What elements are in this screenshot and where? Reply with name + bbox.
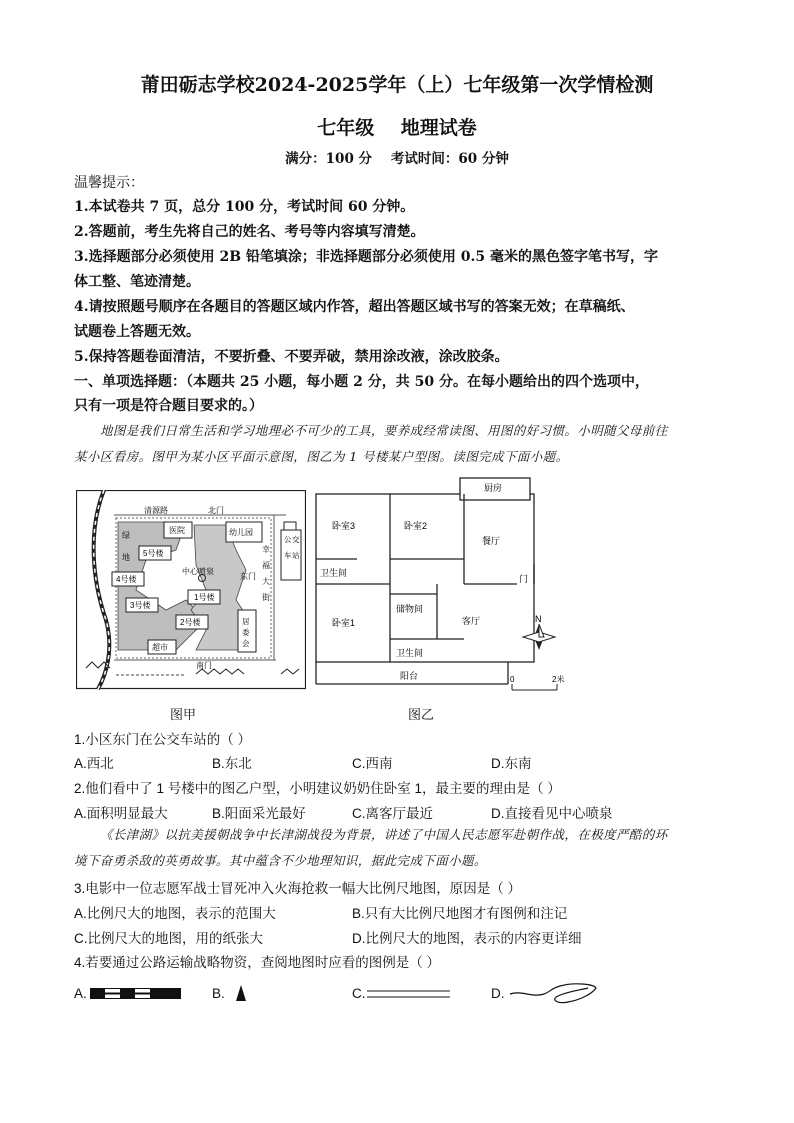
q4-option-a: A.	[74, 986, 87, 1001]
q2-stem: 2.他们看中了 1 号楼中的图乙户型，小明建议奶奶住卧室 1，最主要的理由是（ ）	[74, 781, 561, 796]
tip-3: 3.选择题部分必须使用 2B 铅笔填涂；非选择题部分必须使用 0.5 毫米的黑色签字笔书写，字	[74, 249, 659, 265]
map-b-balcony: 阳台	[400, 671, 419, 681]
passage1-line1: 地图是我们日常生活和学习地理必不可少的工具，要养成经常读图、用图的好习惯。小明随父母前往	[100, 423, 668, 438]
q1-stem: 1.小区东门在公交车站的（ ）	[74, 732, 252, 747]
q2-option-b: B.阳面采光最好	[212, 806, 306, 821]
map-a-east-gate: 东门	[240, 572, 256, 581]
q3-option-b: B.只有大比例尺地图才有图例和注记	[352, 906, 568, 921]
map-b-caption: 图乙	[408, 707, 435, 722]
q3-option-a: A.比例尺大的地图，表示的范围大	[74, 906, 276, 921]
passage2-line1: 《长津湖》以抗美援朝战争中长津湖战役为背景，讲述了中国人民志愿军赴朝作战，在极度严酷的环	[100, 827, 668, 842]
paper-title: 莆田砺志学校2024-2025学年（上）七年级第一次学情检测	[140, 74, 654, 96]
map-a-committee-1: 居	[242, 617, 250, 626]
q4-option-c: C.	[352, 986, 366, 1001]
map-a-hospital: 医院	[169, 526, 185, 535]
map-a-road-east-1: 幸	[262, 545, 270, 554]
map-b-bed1: 卧室1	[332, 618, 356, 628]
map-a-bus-4: 站	[292, 551, 300, 560]
map-a-committee-3: 会	[242, 639, 250, 648]
map-a-road-east-4: 街	[262, 593, 270, 602]
map-a-kindergarten: 幼儿园	[229, 528, 253, 537]
passage1-line2: 某小区看房。图甲为某小区平面示意图，图乙为 1 号楼某户型图。读图完成下面小题。	[74, 449, 569, 464]
map-b-bed2: 卧室2	[404, 521, 428, 531]
river-legend-icon	[508, 980, 600, 1006]
map-a-b4: 4号楼	[116, 575, 137, 584]
map-b-scale-2: 2米	[552, 675, 565, 684]
map-a-road-east-3: 大	[262, 577, 270, 586]
map-b-storage: 储物间	[396, 604, 424, 614]
map-a-caption: 图甲	[170, 707, 197, 722]
highway-legend-icon	[366, 988, 452, 1000]
tip-3-cont: 体工整、笔迹清楚。	[74, 274, 200, 290]
q3-option-d: D.比例尺大的地图，表示的内容更详细	[352, 931, 582, 946]
map-b-scale-0: 0	[510, 675, 515, 684]
map-a-b2: 2号楼	[180, 618, 201, 627]
map-b-wc2: 卫生间	[396, 648, 424, 658]
section1-line1: 一、单项选择题：（本题共 25 小题，每小题 2 分，共 50 分。在每小题给出的四个选项中，	[74, 374, 649, 390]
map-a-market: 超市	[152, 643, 168, 652]
map-a-road-east-2: 福	[262, 561, 270, 570]
map-b-door: 门	[519, 574, 529, 584]
mountain-peak-icon	[234, 984, 248, 1002]
map-a-road-north: 清源路	[144, 506, 168, 515]
map-b-living: 客厅	[462, 616, 481, 626]
passage2-line2: 境下奋勇杀敌的英勇故事。其中蕴含不少地理知识，据此完成下面小题。	[74, 853, 487, 868]
q1-option-d: D.东南	[491, 756, 532, 771]
q4-stem: 4.若要通过公路运输战略物资，查阅地图时应看的图例是（ ）	[74, 955, 441, 970]
q1-option-b: B.东北	[212, 756, 252, 771]
map-a-b3: 3号楼	[130, 601, 151, 610]
tip-4-cont: 试题卷上答题无效。	[74, 324, 200, 340]
map-a-committee-2: 委	[242, 628, 250, 637]
q4-option-b: B.	[212, 986, 225, 1001]
tip-4: 4.请按照题号顺序在各题目的答题区域内作答，超出答题区域书写的答案无效；在草稿纸、	[74, 299, 635, 315]
map-a-b5: 5号楼	[143, 549, 164, 558]
tip-5: 5.保持答题卷面清洁，不要折叠、不要弄破，禁用涂改液，涂改胶条。	[74, 349, 509, 365]
q2-option-d: D.直接看见中心喷泉	[491, 806, 613, 821]
map-a-fountain: 中心喷泉	[182, 567, 214, 576]
q3-option-c: C.比例尺大的地图，用的纸张大	[74, 931, 263, 946]
section1-line2: 只有一项是符合题目要求的。）	[74, 398, 263, 414]
tips-heading: 温馨提示：	[74, 175, 144, 191]
map-b-kitchen: 厨房	[484, 483, 503, 493]
paper-subtitle: 七年级 地理试卷	[317, 117, 477, 139]
q2-option-c: C.离客厅最近	[352, 806, 433, 821]
q2-option-a: A.面积明显最大	[74, 806, 168, 821]
map-b-wc1: 卫生间	[320, 568, 348, 578]
q1-option-a: A.西北	[74, 756, 114, 771]
map-a-south-gate: 南门	[196, 661, 212, 670]
map-a-bus-3: 车	[284, 551, 292, 560]
map-b-north: N	[535, 614, 542, 624]
score-time: 满分：100 分 考试时间：60 分钟	[285, 151, 509, 167]
map-a-bus-1: 公	[284, 535, 292, 544]
tip-1: 1.本试卷共 7 页，总分 100 分，考试时间 60 分钟。	[74, 199, 415, 215]
map-b-dining: 餐厅	[482, 536, 501, 546]
railway-legend-icon	[90, 988, 182, 1000]
tip-2: 2.答题前，考生先将自己的姓名、考号等内容填写清楚。	[74, 224, 425, 240]
map-a-north-gate: 北门	[208, 506, 224, 515]
q4-option-d: D.	[491, 986, 505, 1001]
map-a-green1: 绿	[122, 531, 130, 540]
map-a-bus-2: 交	[292, 535, 300, 544]
q3-stem: 3.电影中一位志愿军战士冒死冲入火海抢救一幅大比例尺地图，原因是（ ）	[74, 881, 522, 896]
map-b-figure	[312, 474, 582, 692]
map-b-bed3: 卧室3	[332, 521, 356, 531]
map-a-b1: 1号楼	[194, 593, 215, 602]
north-arrow-icon	[523, 624, 555, 650]
map-a-figure	[76, 490, 306, 690]
map-a-green2: 地	[122, 553, 130, 562]
q1-option-c: C.西南	[352, 756, 393, 771]
